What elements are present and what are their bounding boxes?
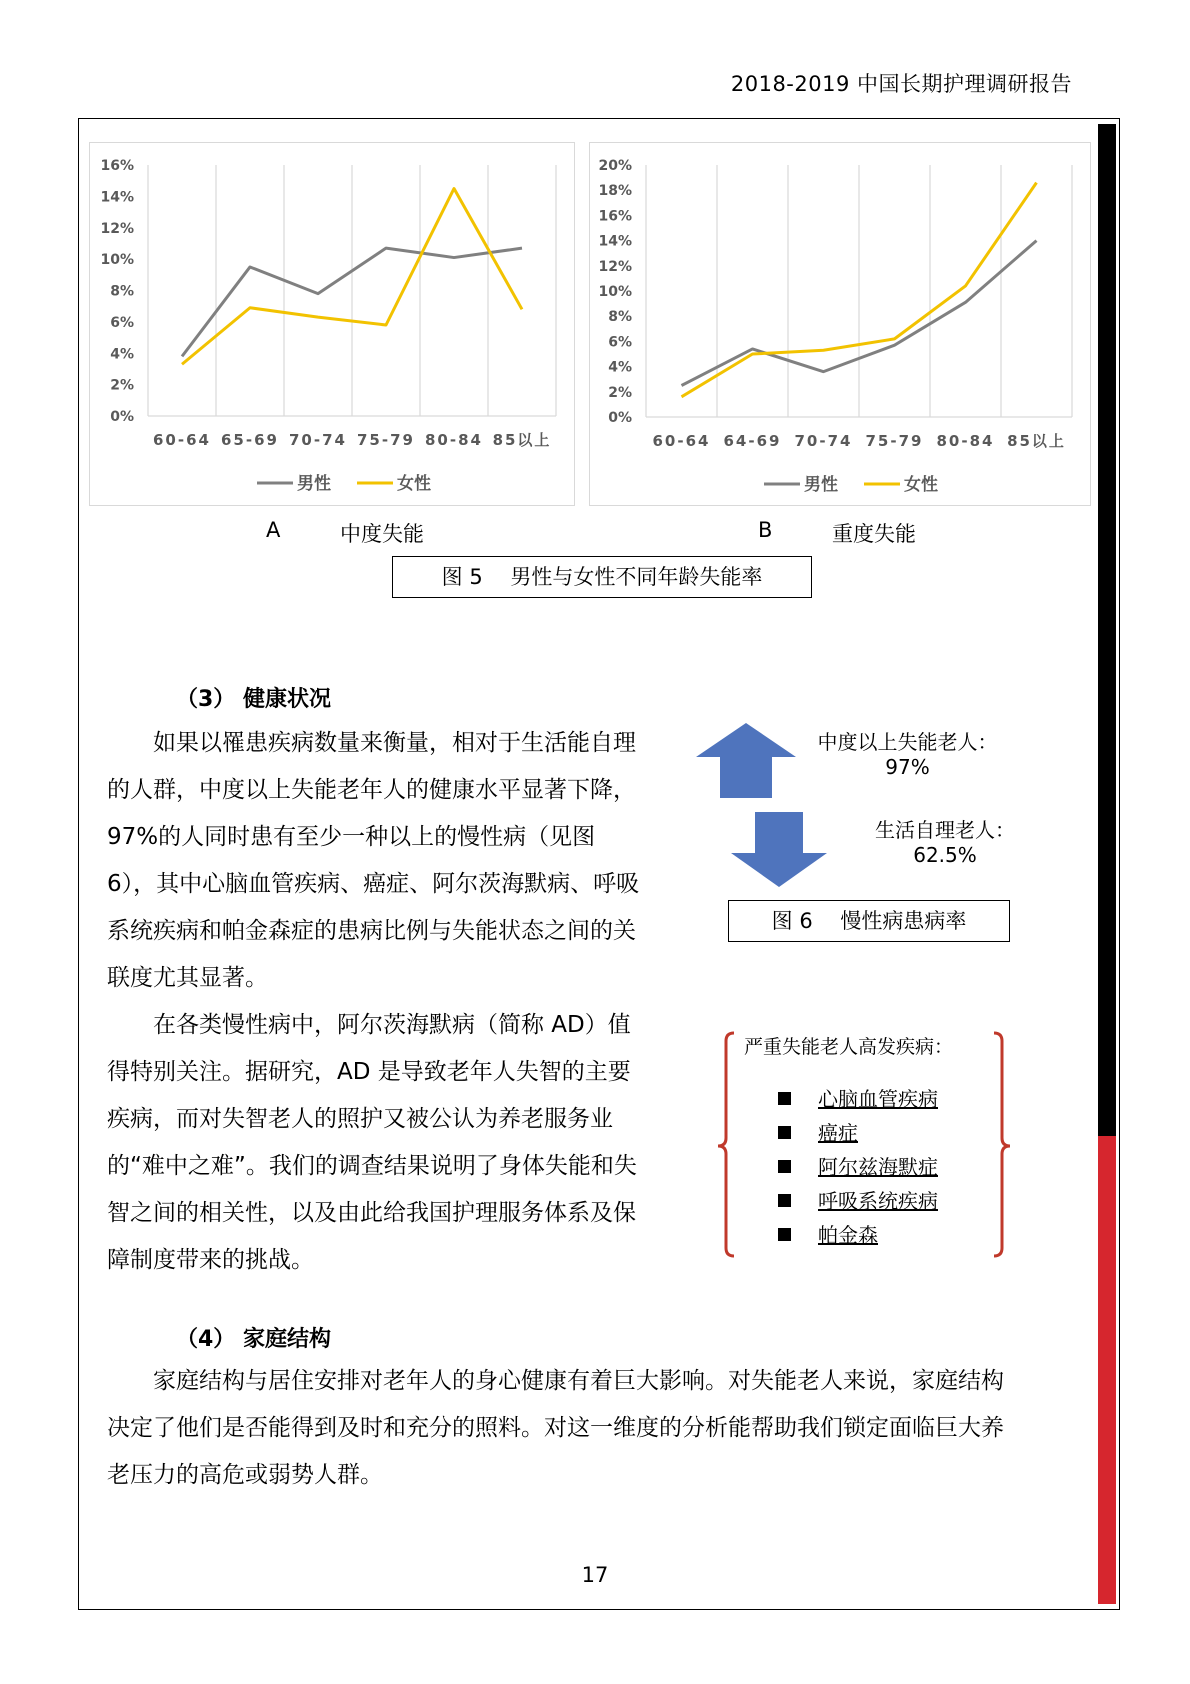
figure6-up-value: 97% bbox=[885, 755, 930, 779]
disease-list bbox=[778, 1082, 938, 1252]
disease-item bbox=[778, 1150, 938, 1184]
left-bracket bbox=[718, 1033, 734, 1256]
figure5-caption: 图 5 男性与女性不同年龄失能率 bbox=[392, 556, 812, 598]
y-tick-label: 14% bbox=[598, 233, 632, 250]
bullet-square-icon bbox=[778, 1126, 791, 1139]
section3-title: （3） 健康状况 bbox=[176, 687, 331, 712]
chart-a-title: 中度失能 bbox=[340, 522, 424, 546]
y-tick-label: 10% bbox=[100, 252, 134, 269]
up-arrow-icon bbox=[696, 723, 796, 798]
chart-b-severe-disability bbox=[589, 142, 1091, 506]
chart-a-letter: A bbox=[266, 518, 281, 542]
disease-item bbox=[778, 1218, 938, 1252]
bullet-square-icon bbox=[778, 1160, 791, 1173]
figure6-down-value: 62.5% bbox=[913, 843, 977, 867]
page-number: 17 bbox=[581, 1563, 609, 1587]
legend-label: 男性 bbox=[297, 474, 331, 494]
y-tick-label: 6% bbox=[110, 314, 134, 331]
down-arrow-icon bbox=[731, 812, 827, 887]
chart-a-moderate-disability bbox=[89, 142, 575, 506]
side-bar-black bbox=[1098, 124, 1116, 1136]
x-tick-label: 64-69 bbox=[723, 432, 782, 450]
section3-paragraph1: 如果以罹患疾病数量来衡量，相对于生活能自理的人群，中度以上失能老年人的健康水平显著下降，97%的人同时患有至少一种以上的慢性病（见图 6），其中心脑血管疾病、癌症、阿尔茨海默病、呼吸系统疾病和帕金森症的患病比例与失能状态之间的关联度尤其显著。 bbox=[107, 730, 640, 991]
disease-name: 癌症 bbox=[818, 1121, 858, 1145]
bullet-square-icon bbox=[778, 1228, 791, 1241]
x-tick-label: 70-74 bbox=[794, 432, 853, 450]
figure6-down-label: 生活自理老人： bbox=[875, 818, 1015, 842]
x-tick-label: 75-79 bbox=[357, 431, 415, 449]
disease-name: 帕金森 bbox=[818, 1223, 878, 1247]
y-tick-label: 18% bbox=[598, 183, 632, 200]
figure6-caption: 图 6 慢性病患病率 bbox=[728, 900, 1010, 942]
figure6-up-label: 中度以上失能老人： bbox=[817, 730, 998, 754]
x-tick-label: 85以上 bbox=[492, 431, 552, 449]
chart-b-svg bbox=[590, 143, 1092, 507]
y-tick-label: 12% bbox=[100, 220, 134, 237]
y-tick-label: 0% bbox=[608, 410, 632, 426]
side-bar-red bbox=[1098, 1136, 1116, 1604]
y-tick-label: 6% bbox=[608, 334, 632, 351]
x-tick-label: 60-64 bbox=[652, 432, 711, 450]
report-header-title: 2018-2019 中国长期护理调研报告 bbox=[730, 72, 1072, 96]
y-tick-label: 4% bbox=[110, 346, 134, 363]
chart-b-title: 重度失能 bbox=[832, 522, 916, 546]
legend-label: 男性 bbox=[804, 475, 838, 495]
right-bracket bbox=[994, 1033, 1010, 1256]
figure6-up-text bbox=[800, 730, 1015, 780]
disease-name: 呼吸系统疾病 bbox=[818, 1189, 938, 1213]
x-tick-label: 75-79 bbox=[865, 432, 924, 450]
section3-body bbox=[107, 720, 649, 1284]
section4-title: （4） 家庭结构 bbox=[176, 1327, 331, 1352]
y-tick-label: 16% bbox=[598, 208, 632, 225]
x-tick-label: 85以上 bbox=[1007, 432, 1066, 450]
section3-paragraph2: 在各类慢性病中，阿尔茨海默病（简称 AD）值得特别关注。据研究，AD 是导致老年人失智的主要疾病，而对失智老人的照护又被公认为养老服务业的“难中之难”。我们的调查结果说明了身体失能和失智之间的相关性，以及由此给我国护理服务体系及保障制度带来的挑战。 bbox=[107, 1012, 637, 1273]
y-tick-label: 14% bbox=[100, 189, 134, 206]
x-tick-label: 70-74 bbox=[289, 431, 347, 449]
x-tick-label: 60-64 bbox=[153, 431, 211, 449]
y-tick-label: 2% bbox=[608, 384, 632, 401]
legend-label: 女性 bbox=[397, 474, 431, 494]
disease-list-title: 严重失能老人高发疾病： bbox=[744, 1036, 954, 1058]
bullet-square-icon bbox=[778, 1092, 791, 1105]
y-tick-label: 0% bbox=[110, 409, 134, 425]
x-tick-label: 65-69 bbox=[221, 431, 279, 449]
y-tick-label: 8% bbox=[608, 309, 632, 326]
y-tick-label: 2% bbox=[110, 377, 134, 394]
disease-name: 阿尔兹海默症 bbox=[818, 1155, 938, 1179]
y-tick-label: 10% bbox=[598, 284, 632, 300]
legend-label: 女性 bbox=[904, 475, 938, 495]
x-tick-label: 80-84 bbox=[425, 431, 483, 449]
y-tick-label: 12% bbox=[598, 258, 632, 275]
disease-item bbox=[778, 1184, 938, 1218]
y-tick-label: 20% bbox=[598, 158, 632, 174]
bullet-square-icon bbox=[778, 1194, 791, 1207]
chart-b-letter: B bbox=[758, 518, 773, 542]
disease-name: 心脑血管疾病 bbox=[818, 1087, 938, 1111]
figure6-down-text bbox=[860, 818, 1030, 868]
section4-paragraph: 家庭结构与居住安排对老年人的身心健康有着巨大影响。对失能老人来说，家庭结构决定了他们是否能得到及时和充分的照料。对这一维度的分析能帮助我们锁定面临巨大养老压力的高危或弱势人群。 bbox=[107, 1368, 1004, 1488]
disease-item bbox=[778, 1082, 938, 1116]
chart-a-svg bbox=[90, 143, 576, 507]
section4-body bbox=[107, 1358, 1007, 1499]
disease-item bbox=[778, 1116, 938, 1150]
y-tick-label: 16% bbox=[100, 158, 134, 174]
y-tick-label: 8% bbox=[110, 283, 134, 300]
y-tick-label: 4% bbox=[608, 359, 632, 376]
x-tick-label: 80-84 bbox=[936, 432, 995, 450]
